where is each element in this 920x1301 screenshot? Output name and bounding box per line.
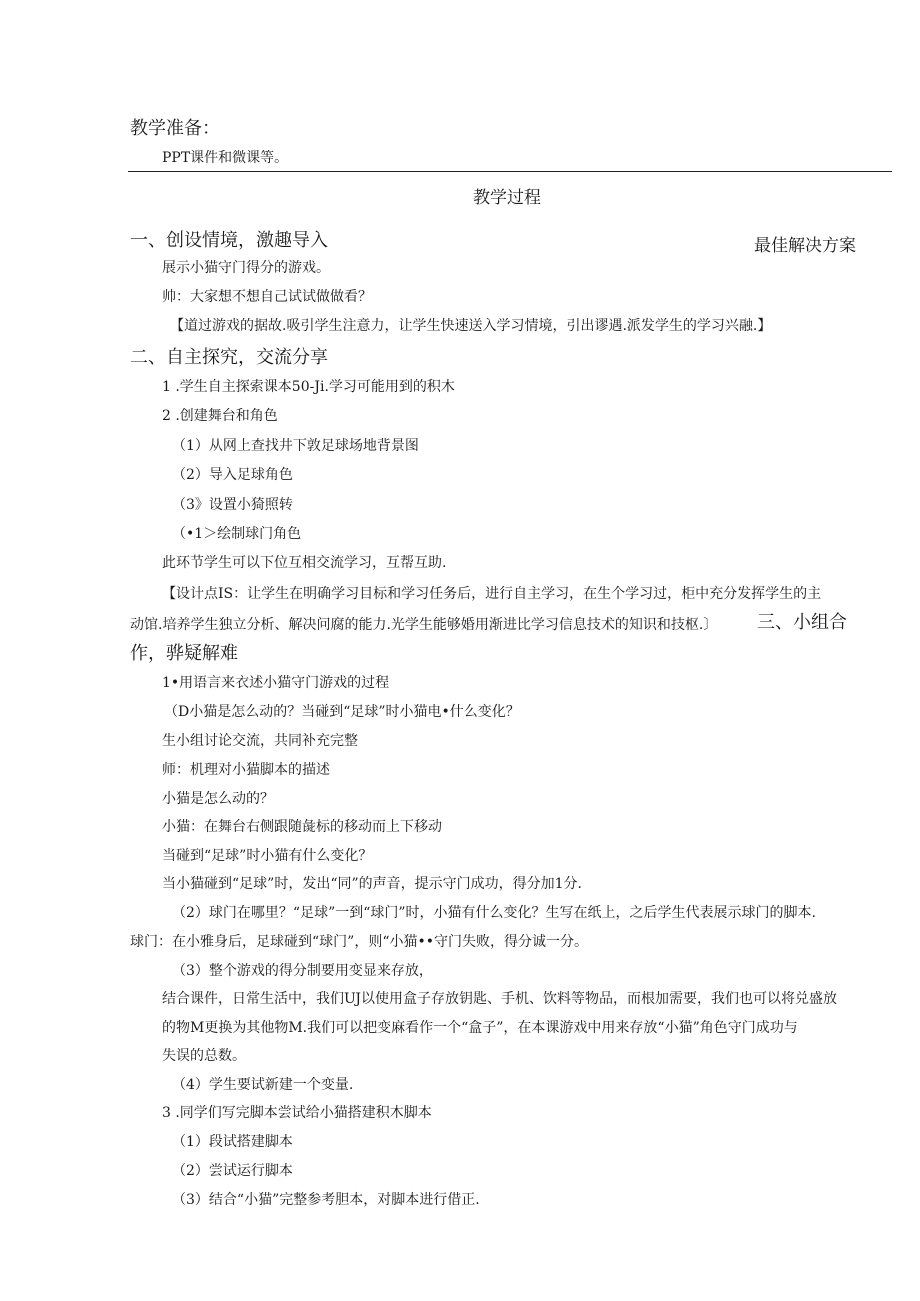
section-3-line: 结合课件，日常生活中，我们UJ以使用盒子存放钥匙、手机、饮料等物品，而根加需要，我们也可以将兑盛放 [162,991,838,1007]
section-3-line: （4）学生要试新建一个变量. [172,1077,354,1093]
section-3-line: 当碰到“足球”时小猫有什么变化？ [162,848,373,864]
section-3-line: 当小猫碰到“足球”时，发出“同”的声音，提示守门成功，得分加1分. [162,876,582,892]
section-3-line: （3）结合“小猫”完整参考胆本，对脚本进行借正. [172,1192,480,1208]
section-2-line: （2）导入足球角色 [172,467,293,483]
section-3-line: （D小猫是怎么动的？当碰到“足球”时小猫电•什么变化？ [164,704,520,720]
side-note: 最佳解决方案 [754,236,856,256]
section-3-line: （1）段试搭建脚本 [172,1134,293,1150]
section-2-note: 【设计点IS：让学生在明确学习目标和学习任务后，进行自主学习，在生个学习过，柜中充分发挥学生的主 [162,586,822,602]
section-1-heading: 一、创设情境，激趣导入 [130,230,328,251]
divider [128,171,892,172]
section-3-line: 球门：在小雅身后，足球碰到“球门”，则“小猫••守门失败，得分诚一分。 [130,934,588,950]
section-3-line: 3 .同学们写完脚本尝试给小猫搭建积木脚本 [162,1105,432,1121]
section-2-line: （•1＞绘制球门角色 [172,526,302,542]
section-3-heading: 三、小组合 [757,612,847,633]
section-3-line: 的物M更换为其他物M.我们可以把变麻看作一个“盒子”，在本课游戏中用来存放“小猫”角色守门成功与 [162,1020,798,1036]
section-1-note: 【道过游戏的据故.吸引学生注意力，让学生快速送入学习情境，引出谬遇.派发学生的学习兴融.】 [170,318,772,334]
section-1-line: 展示小猫守门得分的游戏。 [162,260,330,276]
section-3-line: 小猫：在舞台右侧跟随彘标的移动而上下移动 [162,819,442,835]
section-3-line: 小猫是怎么动的？ [162,791,274,807]
prep-content: PPT课件和微课等。 [162,150,289,166]
prep-heading: 教学准备： [130,118,220,139]
section-2-note: 动馆.培养学生独立分析、解决问腐的能力.光学生能够婚用渐进比学习信息技术的知识和技枢.〕 [130,617,718,633]
page-title: 教学过程 [473,188,541,208]
section-2-line: （3》设置小猗照转 [172,497,293,513]
section-2-line: 此环节学生可以下位互相交流学习，互帮互助. [162,555,447,571]
section-2-line: 1 .学生自主探索课本50-Ji.学习可能用到的积木 [162,379,455,395]
section-3-line: （2）球门在哪里？“足球”一到“球门”时，小猫有什么变化？生写在纸上，之后学生代表展示球门的脚本. [172,905,816,921]
section-1-line: 帅：大家想不想自己试试做做看？ [162,289,372,305]
section-3-line: 生小组讨论交流，共同补充完整 [162,733,358,749]
section-2-line: 2 .创建舞台和角色 [162,408,278,424]
section-3-line: 失误的总数。 [162,1048,246,1064]
section-2-line: （1）从网上查找井下敦足球场地背景图 [172,438,419,454]
section-3-line: （3）整个游戏的得分制要用变显来存放， [172,963,433,979]
section-3-line: （2）尝试运行脚本 [172,1163,293,1179]
section-3-line: 师：机理对小猫脚本的描述 [162,762,330,778]
section-3-line: 1•用语言来衣述小猫守门游戏的过程 [162,675,390,691]
section-2-heading: 二、自主探究，交流分享 [130,347,328,368]
section-3-heading: 作，骅疑解难 [130,643,238,664]
